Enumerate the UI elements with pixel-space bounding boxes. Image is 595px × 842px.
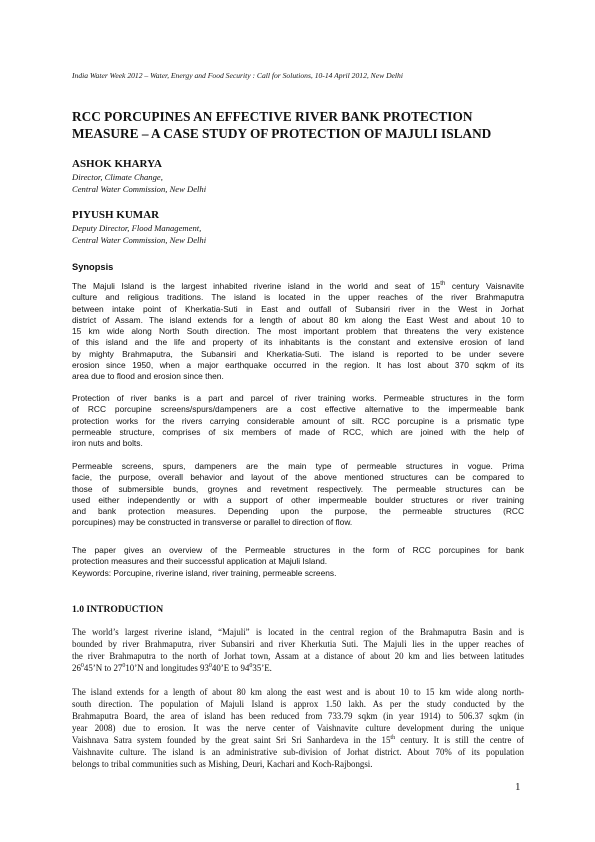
text-line: year 2008) due to erosion. It was the nerve center of Vaishnavite culture development during the unique bbox=[72, 723, 524, 733]
text-line: district of Assam. The island extends for a length of about 80 km along the East West and about 10 to bbox=[72, 314, 524, 325]
synopsis-paragraph-1 bbox=[72, 281, 524, 383]
text-line: the river Brahmaputra to the north of Jorhat town, Assam at a distance of about 20 km and lies between latitudes bbox=[72, 651, 524, 661]
synopsis-paragraph-3 bbox=[72, 461, 524, 529]
text-line: The Majuli Island is the largest inhabited riverine island in the world and seat of 15th century Vaisnavite bbox=[72, 281, 525, 291]
synopsis-heading: Synopsis bbox=[72, 262, 114, 272]
paper-title bbox=[72, 108, 542, 142]
text-line: permeable structure, comprises of six members of made of RCC, which are joined with the help of bbox=[72, 426, 524, 437]
author-role: Director, Climate Change, bbox=[72, 172, 163, 182]
introduction-paragraph-1 bbox=[72, 626, 524, 674]
introduction-heading: 1.0 INTRODUCTION bbox=[72, 604, 164, 615]
title-line-2: MEASURE – A CASE STUDY OF PROTECTION OF MAJULI ISLAND bbox=[72, 126, 492, 141]
text-line: Protection of river banks is a part and parcel of river training works. Permeable structures in the form bbox=[72, 393, 524, 403]
text-line: Permeable screens, spurs, dampeners are the main type of permeable structures in vogue. Prima bbox=[72, 461, 524, 471]
title-line-1: RCC PORCUPINES AN EFFECTIVE RIVER BANK PROTECTION bbox=[72, 109, 473, 124]
text-line: south direction. The population of Majuli Island is approx 1.50 lakh. As per the study conducted by the bbox=[72, 699, 524, 709]
text-line: bounded by river Brahmaputra, river Subansiri and river Kherkutia Suti. The Majuli lies in the upper reaches of bbox=[72, 639, 524, 649]
text-line: of this island and the life and property of its inhabitants is the constant and extensive erosion of land bbox=[72, 337, 524, 348]
author-org: Central Water Commission, New Delhi bbox=[72, 184, 207, 194]
text-line: facie, the purpose, overall behavior and layout of the above mentioned structures can be compared to bbox=[72, 472, 524, 483]
synopsis-paragraph-4 bbox=[72, 545, 524, 579]
text-line: 15 km wide along North South direction. The most important problem that threatens the very existence bbox=[72, 326, 524, 337]
author-role: Deputy Director, Flood Management, bbox=[72, 223, 202, 233]
author-org: Central Water Commission, New Delhi bbox=[72, 235, 207, 245]
text-line: area due to flood and erosion since then. bbox=[72, 371, 224, 382]
author-2 bbox=[72, 208, 372, 246]
text-line: Vaishnavite culture. The island is an administrative sub-division of Jorhat district. About 70% of its population bbox=[72, 747, 524, 757]
text-line: of RCC porcupine screens/spurs/dampeners are a cost effective alternative to the impermeable bank bbox=[72, 404, 524, 415]
text-line: between intake point of Kherkatia-Suti in East and outfall of Subansiri river in the West in Jorhat bbox=[72, 303, 524, 314]
text-line: Vaishnava Satra system founded by the great saint Sri Sri Sanhardeva in the 15th century. It is still the centre of bbox=[72, 735, 524, 745]
synopsis-paragraph-2 bbox=[72, 393, 524, 449]
running-header: India Water Week 2012 – Water, Energy and Food Security : Call for Solutions, 10-14 April 2012, New Delhi bbox=[72, 71, 403, 80]
text-line: The island extends for a length of about 80 km along the east west and is about 10 to 15 km wide along north- bbox=[72, 687, 524, 697]
coordinates-line: $26^045’N$ to $27^010’N$ and longitudes $93^040’E$ to $94^035’E$. bbox=[72, 663, 272, 673]
text-line: by mighty Brahmaputra, the Subansiri and Kherkatia-Suti. The island is reported to be under severe bbox=[72, 348, 524, 359]
text-line: belongs to tribal communities such as Mishing, Deuri, Kachari and Koch-Rajbongsi. bbox=[72, 759, 373, 769]
text-line: culture and religious traditions. The island is located in the upper reaches of the river Brahmaputra bbox=[72, 292, 524, 303]
text-line: The paper gives an overview of the Permeable structures in the form of RCC porcupines for bank bbox=[72, 545, 524, 555]
text-line: The world’s largest riverine island, “Majuli” is located in the central region of the Brahmaputra Basin and is bbox=[72, 627, 524, 637]
text-line: protection measures and their successful application at Majuli Island. bbox=[72, 556, 328, 567]
keywords-line: Keywords: Porcupine, riverine island, river training, permeable screens. bbox=[72, 567, 337, 578]
text-line: Brahmaputra Board, the area of island has been reduced from 733.79 sqkm (in year 1914) to 506.37 sqkm (in bbox=[72, 711, 524, 721]
text-line: protection works for the rivers carrying considerable amount of silt. RCC porcupine is a prismatic type bbox=[72, 415, 524, 426]
introduction-paragraph-2 bbox=[72, 686, 524, 770]
author-1 bbox=[72, 157, 372, 195]
text-line: used either independently or with a support of other impermeable boulder structures or river training bbox=[72, 494, 524, 505]
text-line: and bank protection measures. Depending upon the purpose, the permeable structures (RCC bbox=[72, 506, 524, 517]
text-line: porcupines) may be constructed in transverse or parallel to direction of flow. bbox=[72, 517, 353, 528]
text-line: iron nuts and bolts. bbox=[72, 438, 143, 449]
text-line: those of submersible bunds, groynes and revetment respectively. The permeable structures can be bbox=[72, 483, 524, 494]
page-number: 1 bbox=[515, 781, 521, 793]
author-name: ASHOK KHARYA bbox=[72, 158, 162, 170]
text-line: erosion since 1950, when a major earthquake occurred in the region. It has lost about 370 sqkm of its bbox=[72, 360, 524, 371]
author-name: PIYUSH KUMAR bbox=[72, 209, 160, 221]
